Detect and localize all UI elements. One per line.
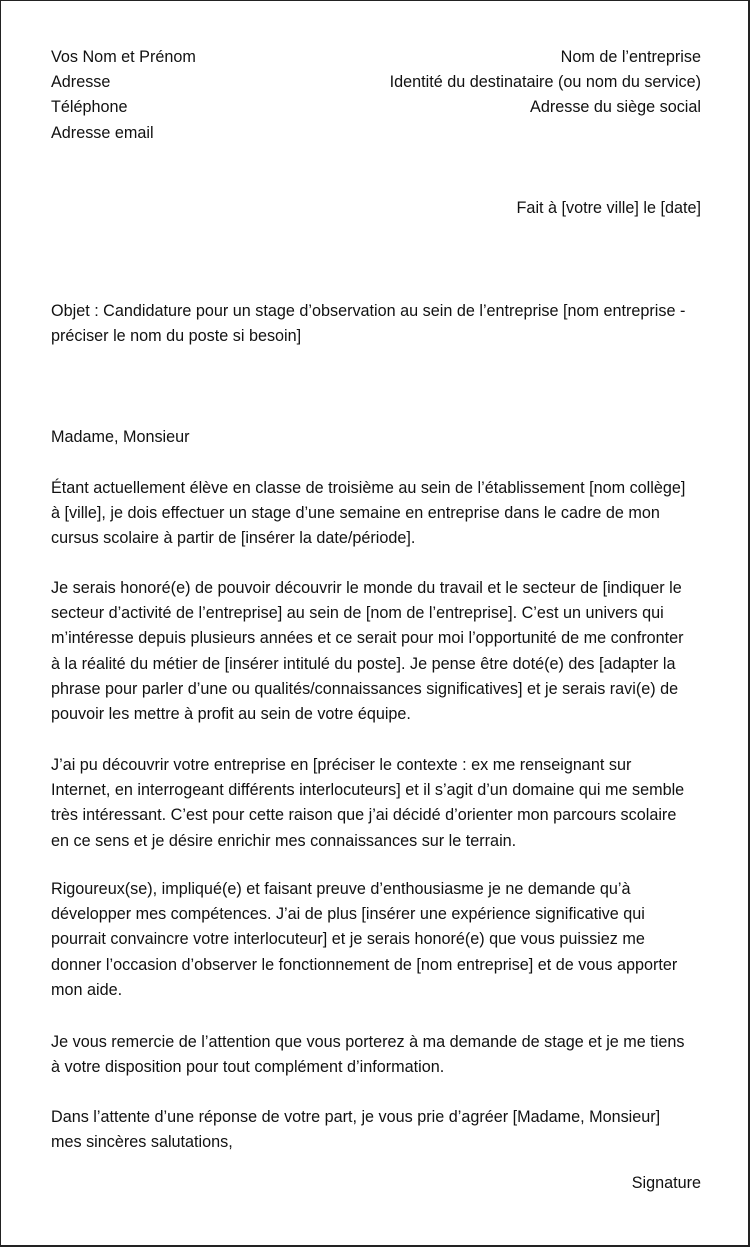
paragraph-line: mon aide. [51,980,123,999]
paragraph-line: très intéressant. C’est pour cette raison que j’ai décidé d’orienter mon parcours scolaire [51,806,677,825]
paragraph-line: Dans l’attente d’une réponse de votre part, je vous prie d’agréer [Madame, Monsieur] [51,1108,661,1126]
paragraph-line: en ce sens et je désire enrichir mes connaissances sur le terrain. [51,831,517,850]
sender-name: Vos Nom et Prénom [51,48,196,66]
recipient-identity: Identité du destinataire (ou nom du service) [389,73,701,92]
paragraph-closing [51,1105,706,1155]
place-date: Fait à [votre ville] le [date] [516,199,701,217]
sender-address: Adresse [51,73,111,92]
paragraph-qualities [51,877,706,1003]
sender-block [51,45,196,146]
salutation: Madame, Monsieur [51,428,190,446]
paragraph-line: pourrait convaincre votre interlocuteur] et je serais honoré(e) que vous puissiez me [51,930,645,949]
paragraph-line: phrase pour parler d’une ou qualités/connaissances significatives] et je serais ravi(e) de [51,679,679,698]
paragraph-line: à [ville], je dois effectuer un stage d’une semaine en entreprise dans le cadre de mon [51,504,660,523]
paragraph-line: pouvoir les mettre à profit au sein de votre équipe. [51,705,411,724]
recipient-block [390,45,701,121]
paragraph-thanks [51,1030,706,1080]
paragraph-line: Je vous remercie de l’attention que vous porterez à ma demande de stage et je me tiens [51,1033,685,1051]
paragraph-line: Je serais honoré(e) de pouvoir découvrir le monde du travail et le secteur de [indiquer le [51,579,682,597]
paragraph-line: secteur d’activité de l’entreprise] au sein de [nom de l’entreprise]. C’est un univers qui [51,604,664,623]
signature: Signature [631,1174,701,1192]
paragraph-line: mes sincères salutations, [51,1133,233,1152]
paragraph-discovery [51,753,706,854]
paragraph-line: donner l’occasion d’observer le fonctionnement de [nom entreprise] et de vous apporter [51,955,678,974]
object-line: Objet : Candidature pour un stage d’observation au sein de l’entreprise [nom entreprise - [51,302,686,320]
paragraph-intro [51,476,706,552]
paragraph-line: J’ai pu découvrir votre entreprise en [préciser le contexte : ex me renseignant sur [51,756,632,774]
letter-object [51,299,706,349]
sender-phone: Téléphone [51,98,128,117]
paragraph-line: à votre disposition pour tout complément d’information. [51,1058,445,1077]
paragraph-line: m’intéresse depuis plusieurs années et ce serait pour moi l’opportunité de me confronter [51,629,684,648]
recipient-company: Nom de l’entreprise [560,48,701,66]
object-line: préciser le nom du poste si besoin] [51,327,302,346]
recipient-address: Adresse du siège social [530,98,701,117]
paragraph-line: Rigoureux(se), impliqué(e) et faisant preuve d’enthousiasme je ne demande qu’à [51,880,631,898]
paragraph-motivation [51,576,706,727]
paragraph-line: Étant actuellement élève en classe de troisième au sein de l’établissement [nom collège] [51,479,686,497]
paragraph-line: Internet, en interrogeant différents interlocuteurs] et il s’agit d’un domaine qui me semble [51,781,685,800]
paragraph-line: cursus scolaire à partir de [insérer la date/période]. [51,529,416,548]
paragraph-line: développer mes compétences. J’ai de plus [insérer une expérience significative qui [51,905,645,924]
sender-email: Adresse email [51,123,154,142]
paragraph-line: à la réalité du métier de [insérer intitulé du poste]. Je pense être doté(e) des [adapter la [51,654,676,673]
